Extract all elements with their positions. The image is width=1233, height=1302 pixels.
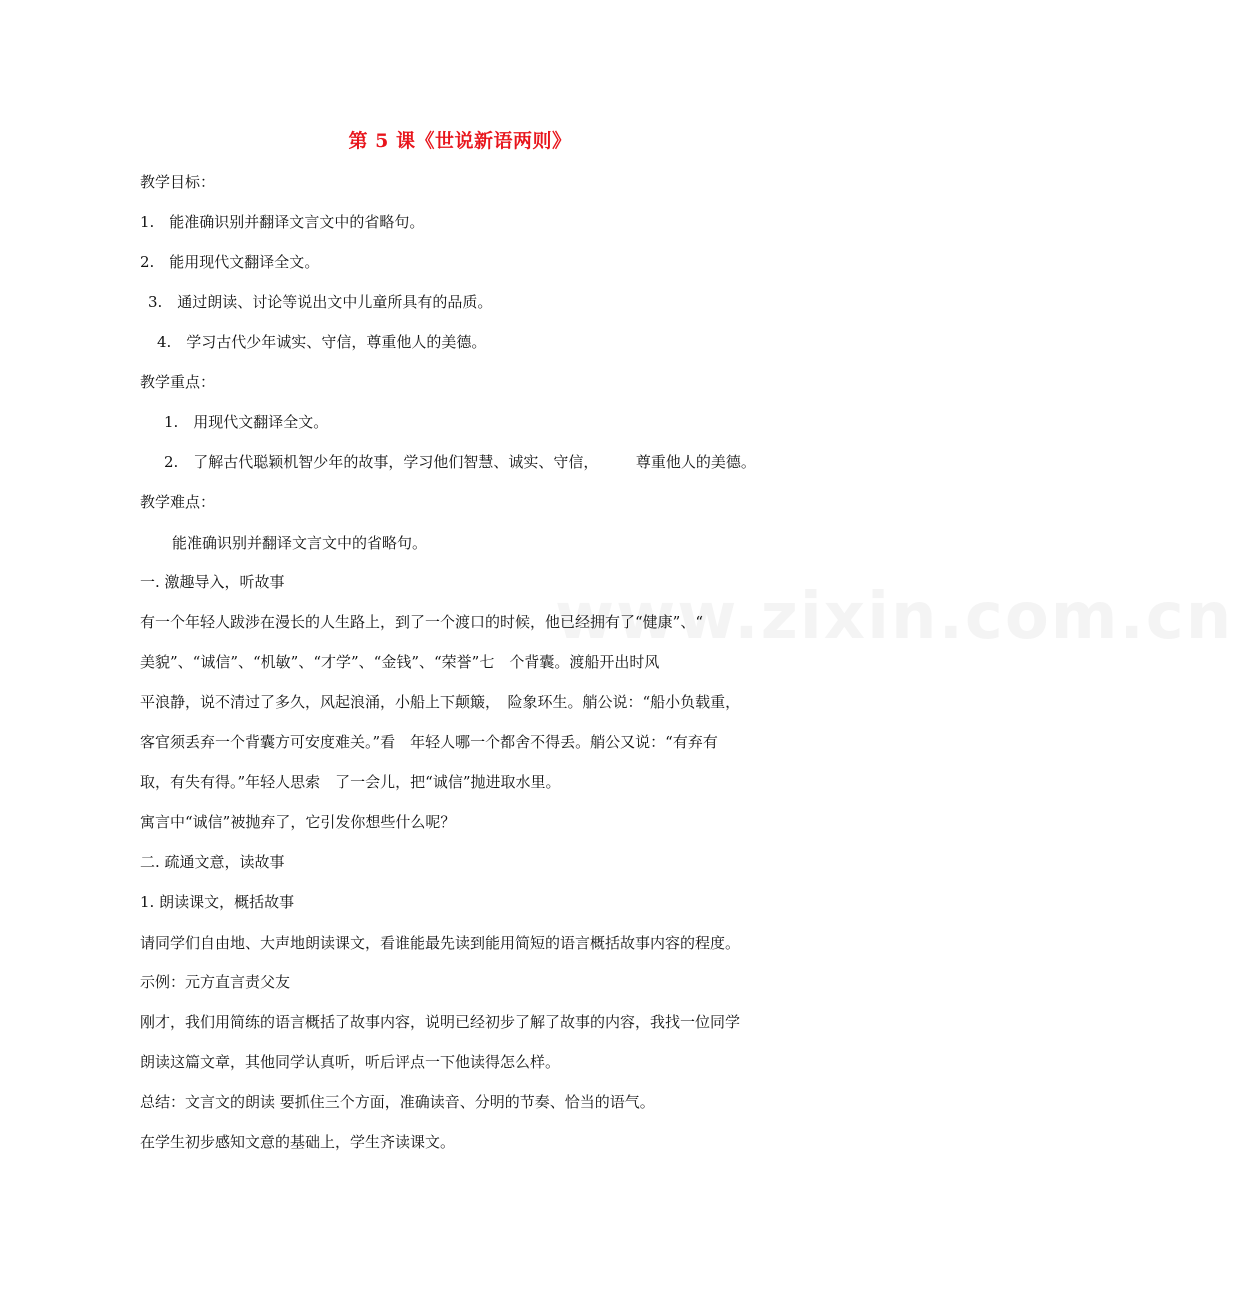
objective-item: 4. 学习古代少年诚实、守信，尊重他人的美德。: [157, 333, 487, 351]
story-paragraph-line: 取，有失有得。”年轻人思索 了一会儿，把“诚信”抛进取水里。: [140, 773, 561, 791]
key-point-item: 2. 了解古代聪颖机智少年的故事，学习他们智慧、诚实、守信， 尊重他人的美德。: [164, 453, 756, 471]
section-heading-reading: 二. 疏通文意，读故事: [140, 853, 285, 871]
objective-item: 2. 能用现代文翻译全文。: [140, 253, 320, 271]
paragraph-line: 朗读这篇文章，其他同学认真听，听后评点一下他读得怎么样。: [140, 1053, 561, 1071]
page-title: 第 5 课《世说新语两则》: [348, 130, 572, 152]
story-paragraph-line: 平浪静，说不清过了多久，风起浪涌，小船上下颠簸， 险象环生。艄公说：“船小负载重，: [140, 693, 741, 711]
watermark: www.zixin.com.cn: [555, 580, 1233, 654]
instruction-line: 请同学们自由地、大声地朗读课文，看谁能最先读到能用简短的语言概括故事内容的程度。: [140, 934, 741, 952]
story-paragraph-line: 客官须丢弃一个背囊方可安度难关。”看 年轻人哪一个都舍不得丢。艄公又说：“有弃有: [140, 733, 718, 751]
paragraph-line: 刚才，我们用简练的语言概括了故事内容，说明已经初步了解了故事的内容，我找一位同学: [140, 1013, 741, 1031]
difficulty-item: 能准确识别并翻译文言文中的省略句。: [172, 534, 428, 552]
section-heading-difficulties: 教学难点：: [140, 493, 216, 511]
story-paragraph-line: 有一个年轻人跋涉在漫长的人生路上，到了一个渡口的时候，他已经拥有了“健康”、“: [140, 613, 704, 631]
objective-item: 3. 通过朗读、讨论等说出文中儿童所具有的品质。: [148, 293, 493, 311]
objective-item: 1. 能准确识别并翻译文言文中的省略句。: [140, 213, 425, 231]
section-heading-key-points: 教学重点：: [140, 373, 216, 391]
example-line: 示例：元方直言责父友: [140, 973, 291, 991]
section-heading-intro: 一. 激趣导入，听故事: [140, 573, 285, 591]
question-line: 寓言中“诚信”被抛弃了，它引发你想些什么呢？: [140, 813, 456, 831]
section-heading-objectives: 教学目标：: [140, 173, 216, 191]
story-paragraph-line: 美貌”、“诚信”、“机敏”、“才学”、“金钱”、“荣誉”七 个背囊。渡船开出时风: [140, 653, 660, 671]
paragraph-line: 在学生初步感知文意的基础上，学生齐读课文。: [140, 1133, 456, 1151]
key-point-item: 1. 用现代文翻译全文。: [164, 413, 329, 431]
summary-line: 总结：文言文的朗读 要抓住三个方面，准确读音、分明的节奏、恰当的语气。: [140, 1093, 655, 1111]
subsection-heading: 1. 朗读课文，概括故事: [140, 893, 295, 911]
